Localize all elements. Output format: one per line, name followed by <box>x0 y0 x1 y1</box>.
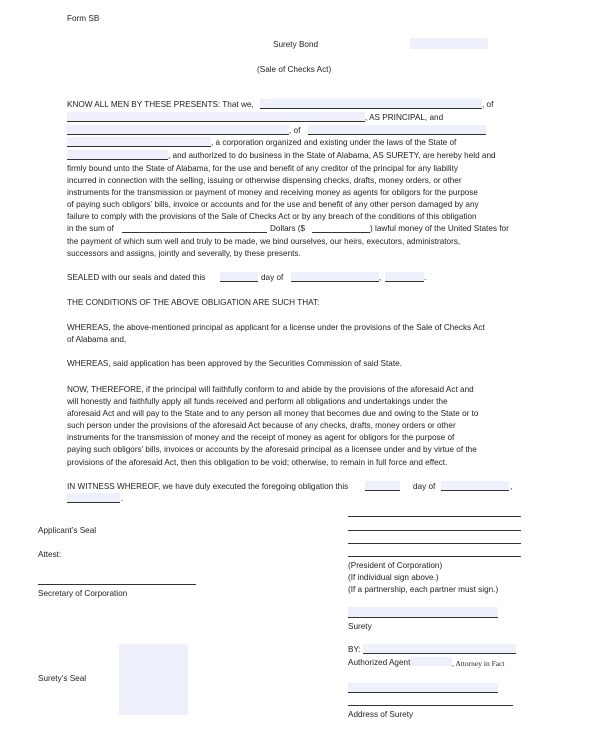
surety-state-field[interactable] <box>67 150 168 160</box>
paragraph-line: paying such obligors’ bills, invoices or accounts by the aforesaid principal as a licensee under and by virtue of the <box>67 445 477 455</box>
whereas-1-paragraph <box>67 322 537 346</box>
witness-month-field[interactable] <box>441 481 509 491</box>
sealed-day-of-text: day of <box>261 273 284 282</box>
principal-signature-line-1[interactable] <box>348 516 521 517</box>
now-therefore-paragraph <box>67 384 537 469</box>
secretary-label: Secretary of Corporation <box>38 589 128 598</box>
authorized-agent-label: Authorized Agent <box>348 658 411 667</box>
dollars-text: Dollars ($ <box>270 224 306 233</box>
surety-signature-field[interactable] <box>348 607 498 618</box>
president-label: (President of Corporation) <box>348 561 443 570</box>
sealed-year-field[interactable] <box>385 272 427 282</box>
paragraph-line: failure to comply with the provisions of the Sale of Checks Act or by any breach of the conditions of this obligation <box>67 212 477 222</box>
whereas-2-paragraph: WHEREAS, said application has been approved by the Securities Commission of said State. <box>67 359 402 368</box>
paragraph-line: firmly bound unto the State of Alabama, for the use and benefit of any creditor of the principal for any liability <box>67 164 458 173</box>
paragraph-line: NOW, THEREFORE, if the principal will faithfully conform to and abide by the provisions of the aforesaid Act and <box>67 385 474 394</box>
bond-paragraph-end <box>67 236 537 260</box>
surety-seal-box[interactable] <box>119 644 188 715</box>
principal-name-field[interactable] <box>260 99 482 109</box>
corporation-organized-text: , a corporation organized and existing under the laws of the State of <box>211 138 457 147</box>
paragraph-line: aforesaid Act and will pay to the State and to any person all money that becomes due and owing to the State or to <box>67 409 479 419</box>
if-partnership-label: (If a partnership, each partner must sign.) <box>348 585 499 594</box>
principal-address-field[interactable] <box>67 112 365 122</box>
in-sum-of-text: in the sum of <box>67 224 114 233</box>
by-label: BY: <box>348 645 361 654</box>
lawful-money-text: ) lawful money of the United States for <box>370 224 509 233</box>
paragraph-line: WHEREAS, the above-mentioned principal as applicant for a license under the provisions of the Sale of Checks Act <box>67 323 485 332</box>
bond-number-field[interactable] <box>410 38 488 49</box>
paragraph-line: incurred in connection with the selling, issuing or otherwise dispensing checks, drafts, money orders, or other <box>67 176 462 186</box>
surety-address-field[interactable] <box>308 125 486 135</box>
paragraph-line: instruments for the transmission of money and the receipt of money as agent for obligors for the purpose of <box>67 433 455 443</box>
sealed-day-field[interactable] <box>220 272 258 282</box>
principal-signature-line-2[interactable] <box>348 530 521 531</box>
surety-address-line-2[interactable] <box>348 705 513 706</box>
paragraph-line: of Alabama and, <box>67 335 127 345</box>
bond-paragraph <box>67 163 537 223</box>
paragraph-line: provisions of the aforesaid Act, then this obligation to be void; otherwise, to remain in full force and effect. <box>67 457 448 467</box>
know-all-men-text: KNOW ALL MEN BY THESE PRESENTS: That we, <box>67 100 254 109</box>
surety-name-field[interactable] <box>67 125 289 135</box>
form-label: Form SB <box>67 14 100 23</box>
paragraph-line: will honestly and faithfully apply all funds received and perform all obligations and undertakings under the <box>67 397 448 407</box>
as-principal-text: , AS PRINCIPAL, and <box>365 113 444 122</box>
of-text-2: , of <box>289 126 301 135</box>
paragraph-line: instruments for the transmission or payment of money and receiving money as agents for obligors for the purpose <box>67 188 478 198</box>
conditions-heading: THE CONDITIONS OF THE ABOVE OBLIGATION ARE SUCH THAT: <box>67 298 320 307</box>
paragraph-line: the payment of which sum well and truly to be made, we bind ourselves, our heirs, executors, administrators, <box>67 237 461 246</box>
paragraph-line: successors and assigns, jointly and severally, by these presents. <box>67 249 301 259</box>
document-title: Surety Bond <box>273 40 319 49</box>
applicants-seal-label: Applicant’s Seal <box>38 526 97 535</box>
surety-city-field[interactable] <box>67 137 211 147</box>
principal-signature-line-4[interactable] <box>348 556 521 557</box>
if-individual-label: (If individual sign above.) <box>348 573 439 582</box>
attorney-in-fact-field[interactable] <box>410 657 452 666</box>
sealed-month-field[interactable] <box>291 272 382 282</box>
surety-address-line-1[interactable] <box>348 683 498 693</box>
principal-signature-line-3[interactable] <box>348 543 521 544</box>
paragraph-line: of paying such obligors’ bills, invoice or accounts and for the use and benefit of any other person damaged by any <box>67 200 479 210</box>
surety-label: Surety <box>348 622 372 631</box>
secretary-signature-line[interactable] <box>38 584 196 585</box>
witness-day-field[interactable] <box>365 481 400 491</box>
sum-amount-field[interactable] <box>312 232 370 233</box>
paragraph-line: such person under the provisions of the aforesaid Act because of any checks, drafts, money orders or other <box>67 421 456 431</box>
sum-words-field[interactable] <box>122 232 267 233</box>
sealed-period: . <box>424 273 427 282</box>
attorney-in-fact-label: , Attorney in Fact <box>452 659 505 668</box>
attest-label: Attest: <box>38 550 62 559</box>
authorized-text: , and authorized to do business in the State of Alabama, AS SURETY, are hereby held and <box>168 151 496 160</box>
address-of-surety-label: Address of Surety <box>348 710 414 719</box>
sealed-text: SEALED with our seals and dated this <box>67 273 206 282</box>
witness-text: IN WITNESS WHEREOF, we have duly executed the foregoing obligation this <box>67 482 349 491</box>
document-subtitle: (Sale of Checks Act) <box>257 65 332 74</box>
by-signature-field[interactable] <box>363 644 516 654</box>
of-text-1: , of <box>482 100 494 109</box>
witness-day-of-text: day of <box>413 482 436 491</box>
suretys-seal-label: Surety’s Seal <box>38 674 87 683</box>
witness-period: . <box>121 494 124 503</box>
witness-year-field[interactable] <box>67 493 120 503</box>
witness-comma: , <box>510 482 513 491</box>
sealed-comma: , <box>379 273 382 282</box>
